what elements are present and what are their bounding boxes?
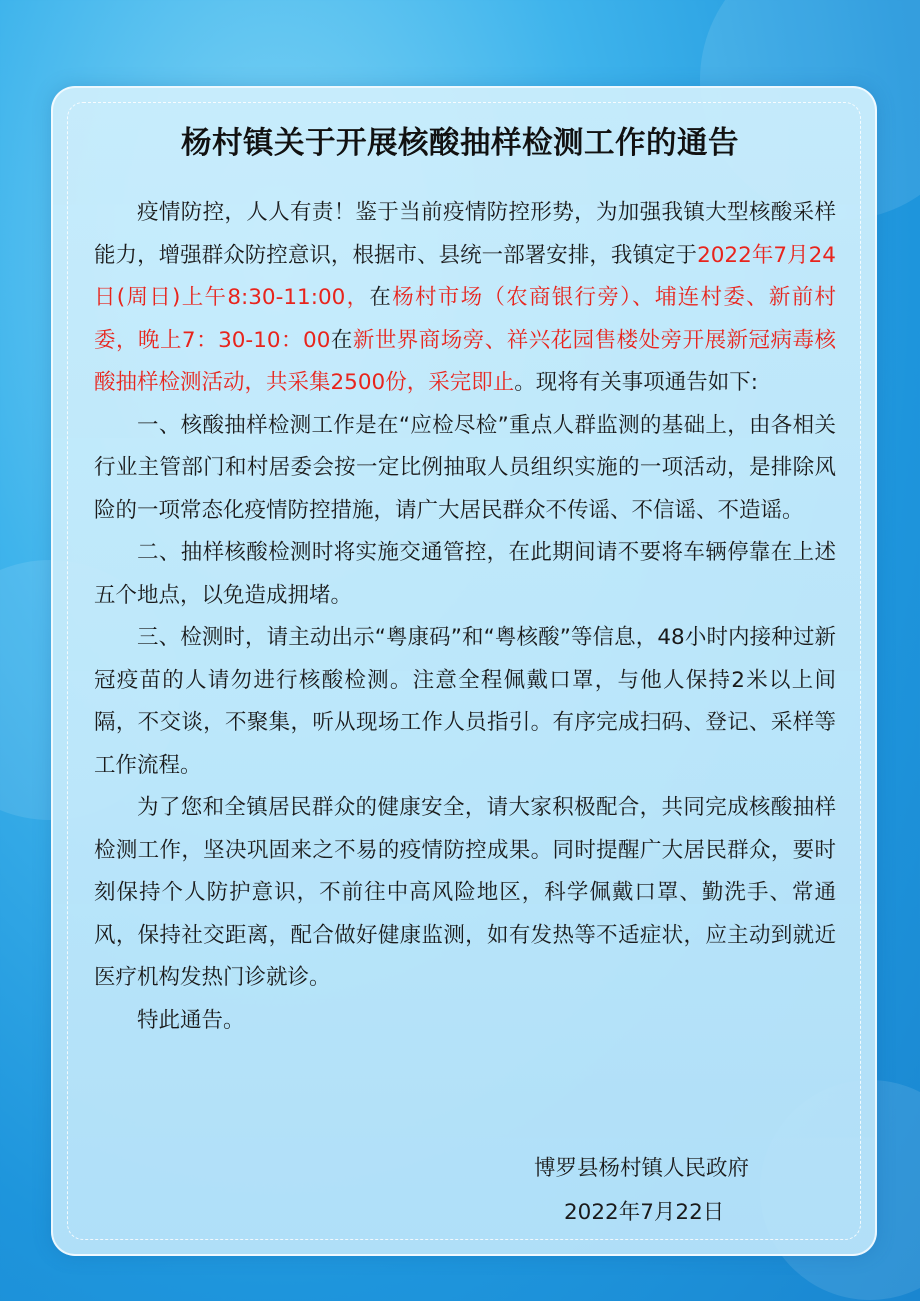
item-paragraph-3: 三、检测时，请主动出示“粤康码”和“粤核酸”等信息，48小时内接种过新冠疫苗的人请勿进行核酸检测。注意全程佩戴口罩，与他人保持2米以上间隔，不交谈，不聚集，听从现场工作人员指引。有序完成扫码、登记、采样等工作流程。 bbox=[94, 625, 836, 778]
intro-text-1: 疫情防控，人人有责！鉴于当前疫情防控形势，为加强我镇大型核酸采样能力，增强群众防控意识，根据市、县统一部署安排，我镇定于 bbox=[94, 200, 836, 268]
intro-text-3: 在 bbox=[330, 327, 353, 353]
notice-body bbox=[94, 192, 836, 1042]
notice-title: 杨村镇关于开展核酸抽样检测工作的通告 bbox=[181, 126, 739, 161]
intro-paragraph bbox=[94, 192, 836, 405]
intro-text-2: 在 bbox=[369, 285, 393, 310]
end-line: 特此通告。 bbox=[137, 1007, 245, 1033]
item-paragraph-1: 一、核酸抽样检测工作是在“应检尽检”重点人群监测的基础上，由各相关行业主管部门和村居委会按一定比例抽取人员组织实施的一项活动，是排除风险的一项常态化疫情防控措施，请广大居民群众不传谣、不信谣、不造谣。 bbox=[94, 412, 836, 523]
intro-locations-morning: 杨村市场（农商银行旁）、埔连村委、新前村委，晚上7：30-10：00 bbox=[94, 285, 836, 353]
item-paragraph-2: 二、抽样核酸检测时将实施交通管控，在此期间请不要将车辆停靠在上述五个地点，以免造成拥堵。 bbox=[94, 540, 836, 608]
intro-locations-evening: 新世界商场旁、祥兴花园售楼处旁开展新冠病毒核酸抽样检测活动，共采集2500份，采完即止 bbox=[94, 327, 836, 395]
closing-paragraph: 为了您和全镇居民群众的健康安全，请大家积极配合，共同完成核酸抽样检测工作，坚决巩固来之不易的疫情防控成果。同时提醒广大居民群众，要时刻保持个人防护意识，不前往中高风险地区，科学佩戴口罩、勤洗手、常通风，保持社交距离，配合做好健康监测，如有发热等不适症状，应主动到就近医疗机构发热门诊就诊。 bbox=[94, 795, 836, 990]
intro-text-4: 。现将有关事项通告如下: bbox=[514, 370, 758, 395]
signature-date: 2022年7月22日 bbox=[564, 1200, 725, 1225]
intro-date-time: 2022年7月24日(周日)上午8:30-11:00， bbox=[94, 242, 836, 310]
signature-org: 博罗县杨村镇人民政府 bbox=[534, 1156, 750, 1181]
